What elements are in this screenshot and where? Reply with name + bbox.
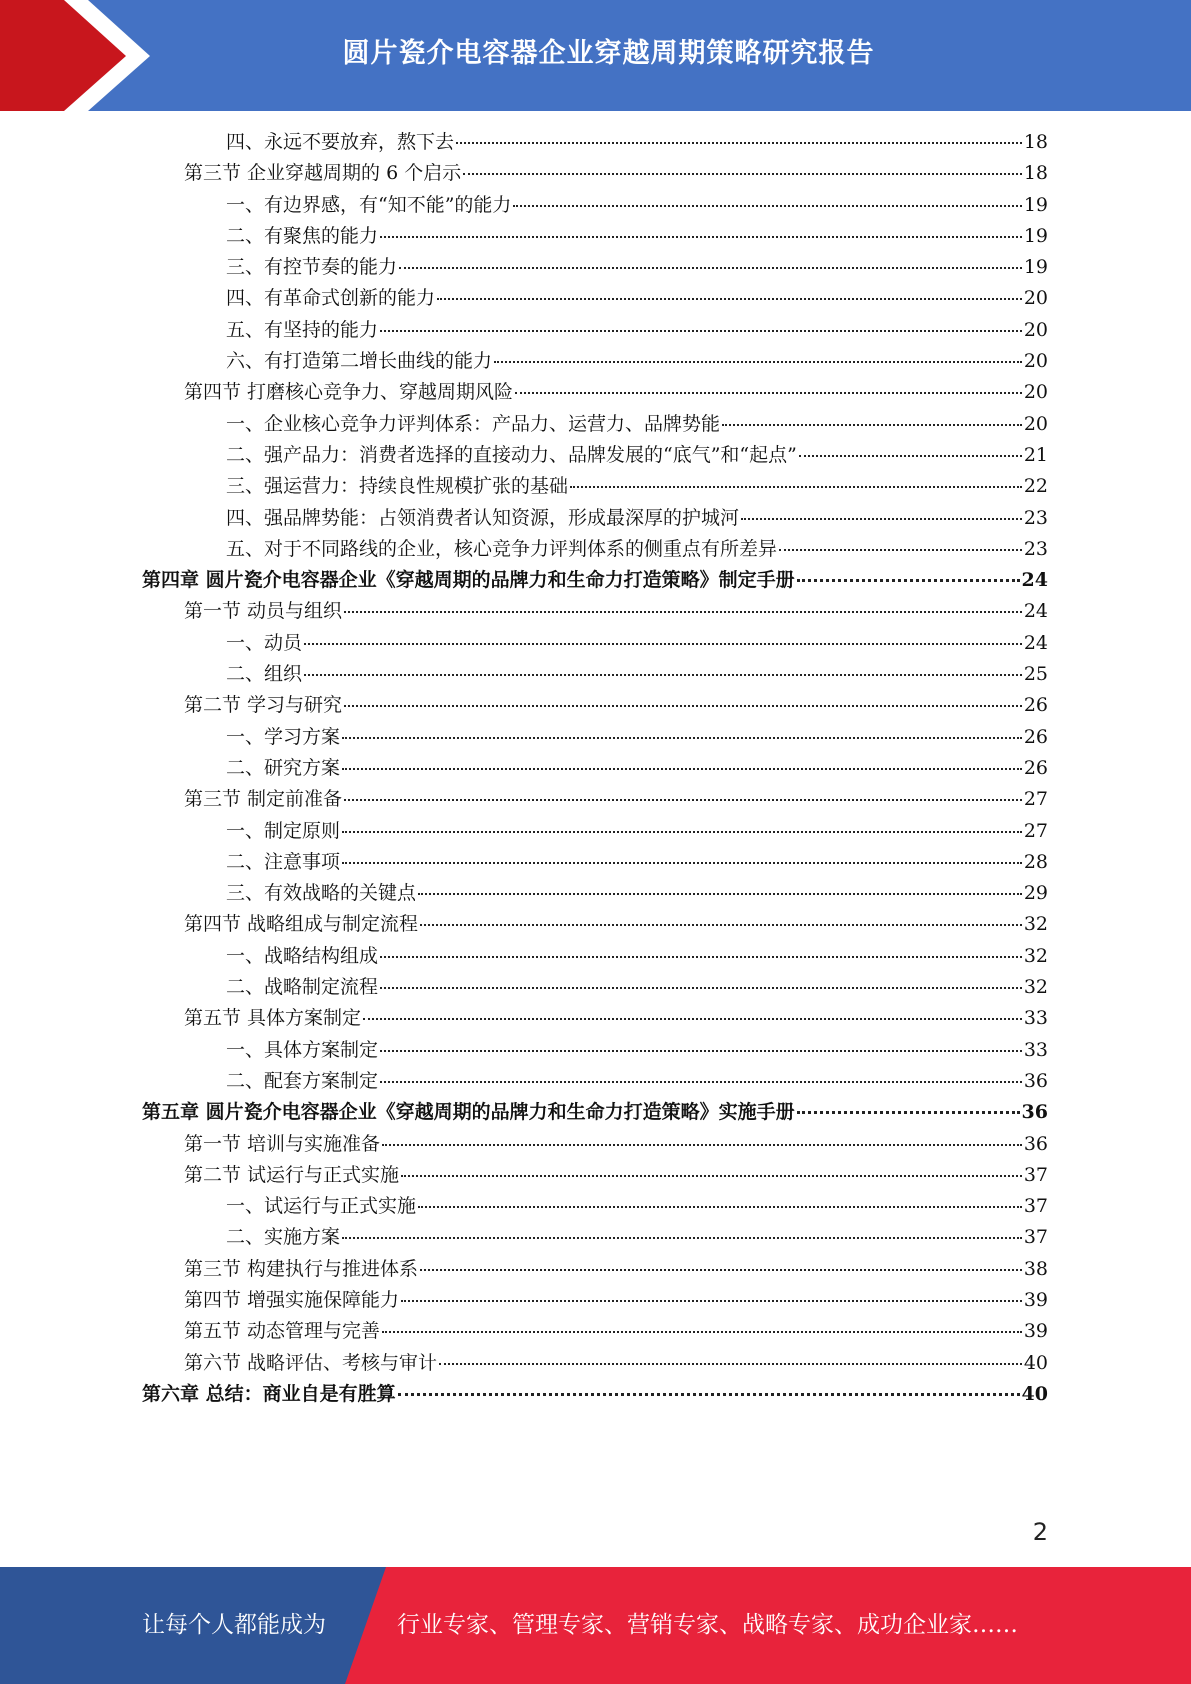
toc-entry-page: 20	[1023, 350, 1048, 373]
toc-entry-page: 40	[1021, 1382, 1048, 1405]
toc-dot-leader	[570, 486, 1022, 488]
toc-entry-title: 一、试运行与正式实施	[226, 1195, 417, 1218]
toc-entry-page: 39	[1023, 1288, 1048, 1311]
toc-entry-item[interactable]	[142, 659, 1048, 690]
toc-entry-title: 五、对于不同路线的企业，核心竞争力评判体系的侧重点有所差异	[226, 537, 778, 560]
table-of-contents	[142, 127, 1048, 1410]
toc-entry-item[interactable]	[142, 221, 1048, 252]
toc-entry-item[interactable]	[142, 722, 1048, 753]
toc-dot-leader	[418, 1206, 1022, 1208]
toc-entry-item[interactable]	[142, 283, 1048, 314]
toc-entry-item[interactable]	[142, 816, 1048, 847]
toc-dot-leader	[342, 831, 1022, 833]
toc-entry-title: 二、实施方案	[226, 1226, 341, 1249]
toc-entry-section[interactable]	[142, 784, 1048, 815]
toc-entry-title: 三、有控节奏的能力	[226, 256, 398, 279]
toc-entry-item[interactable]	[142, 972, 1048, 1003]
toc-entry-item[interactable]	[142, 503, 1048, 534]
toc-dot-leader	[401, 1175, 1022, 1177]
toc-dot-leader	[420, 924, 1022, 926]
toc-entry-section[interactable]	[142, 1316, 1048, 1347]
toc-dot-leader	[401, 1300, 1022, 1302]
toc-dot-leader	[399, 267, 1022, 269]
toc-entry-section[interactable]	[142, 1348, 1048, 1379]
toc-entry-chapter[interactable]	[142, 1379, 1048, 1410]
toc-entry-item[interactable]	[142, 252, 1048, 283]
toc-dot-leader	[304, 643, 1022, 645]
toc-dot-leader	[515, 392, 1022, 394]
toc-dot-leader	[797, 579, 1020, 582]
toc-dot-leader	[456, 142, 1022, 144]
toc-entry-page: 37	[1023, 1226, 1048, 1249]
toc-entry-page: 32	[1023, 913, 1048, 936]
toc-entry-section[interactable]	[142, 1003, 1048, 1034]
toc-entry-page: 26	[1023, 694, 1048, 717]
toc-entry-title: 第四节 战略组成与制定流程	[184, 913, 419, 936]
toc-entry-item[interactable]	[142, 534, 1048, 565]
toc-entry-title: 一、动员	[226, 631, 303, 654]
toc-entry-page: 36	[1023, 1132, 1048, 1155]
toc-entry-title: 第四节 增强实施保障能力	[184, 1288, 400, 1311]
toc-dot-leader	[799, 455, 1022, 457]
toc-dot-leader	[380, 236, 1022, 238]
toc-entry-chapter[interactable]	[142, 1097, 1048, 1128]
toc-dot-leader	[494, 361, 1022, 363]
toc-entry-title: 二、研究方案	[226, 756, 341, 779]
toc-dot-leader	[398, 1393, 1020, 1396]
toc-entry-page: 20	[1023, 381, 1048, 404]
toc-entry-page: 22	[1023, 475, 1048, 498]
toc-entry-page: 36	[1023, 1069, 1048, 1092]
toc-entry-title: 二、战略制定流程	[226, 976, 379, 999]
toc-entry-title: 二、注意事项	[226, 850, 341, 873]
toc-entry-section[interactable]	[142, 909, 1048, 940]
toc-entry-title: 二、组织	[226, 663, 303, 686]
toc-entry-title: 三、有效战略的关键点	[226, 882, 417, 905]
toc-entry-section[interactable]	[142, 1254, 1048, 1285]
toc-entry-page: 27	[1023, 819, 1048, 842]
toc-dot-leader	[741, 518, 1022, 520]
toc-entry-item[interactable]	[142, 409, 1048, 440]
toc-entry-page: 19	[1023, 193, 1048, 216]
footer-slogan-left: 让每个人都能成为	[142, 1612, 326, 1638]
toc-dot-leader	[344, 611, 1022, 613]
toc-entry-title: 三、强运营力：持续良性规模扩张的基础	[226, 475, 569, 498]
toc-entry-item[interactable]	[142, 315, 1048, 346]
toc-dot-leader	[437, 298, 1022, 300]
toc-entry-title: 六、有打造第二增长曲线的能力	[226, 350, 493, 373]
toc-entry-title: 一、制定原则	[226, 819, 341, 842]
toc-entry-item[interactable]	[142, 346, 1048, 377]
toc-entry-item[interactable]	[142, 190, 1048, 221]
toc-entry-title: 一、企业核心竞争力评判体系：产品力、运营力、品牌势能	[226, 412, 721, 435]
toc-entry-title: 第四节 打磨核心竞争力、穿越周期风险	[184, 381, 514, 404]
toc-entry-page: 23	[1023, 506, 1048, 529]
toc-entry-page: 19	[1023, 256, 1048, 279]
toc-entry-title: 第三节 构建执行与推进体系	[184, 1257, 419, 1280]
toc-entry-page: 26	[1023, 756, 1048, 779]
toc-dot-leader	[363, 1018, 1022, 1020]
footer-slogan-right: 行业专家、管理专家、营销专家、战略专家、成功企业家……	[397, 1612, 1018, 1638]
toc-dot-leader	[463, 173, 1022, 175]
toc-entry-page: 23	[1023, 537, 1048, 560]
toc-entry-page: 20	[1023, 318, 1048, 341]
toc-entry-section[interactable]	[142, 690, 1048, 721]
toc-entry-page: 25	[1023, 663, 1048, 686]
toc-dot-leader	[380, 330, 1022, 332]
report-title: 圆片瓷介电容器企业穿越周期策略研究报告	[342, 37, 875, 69]
toc-dot-leader	[380, 1081, 1022, 1083]
toc-entry-page: 36	[1021, 1101, 1048, 1124]
toc-entry-item[interactable]	[142, 628, 1048, 659]
toc-entry-page: 27	[1023, 788, 1048, 811]
toc-entry-title: 一、战略结构组成	[226, 944, 379, 967]
toc-entry-title: 第三节 制定前准备	[184, 788, 343, 811]
toc-dot-leader	[342, 1237, 1022, 1239]
toc-dot-leader	[380, 1050, 1022, 1052]
toc-entry-page: 18	[1023, 162, 1048, 185]
toc-entry-item[interactable]	[142, 471, 1048, 502]
toc-entry-page: 37	[1023, 1163, 1048, 1186]
toc-dot-leader	[342, 737, 1022, 739]
toc-dot-leader	[342, 768, 1022, 770]
toc-entry-page: 40	[1023, 1351, 1048, 1374]
toc-entry-title: 四、永远不要放弃，熬下去	[226, 131, 455, 153]
toc-entry-page: 18	[1023, 131, 1048, 153]
toc-entry-page: 33	[1023, 1007, 1048, 1030]
toc-entry-page: 24	[1021, 569, 1048, 592]
toc-dot-leader	[722, 424, 1022, 426]
toc-dot-leader	[513, 205, 1021, 207]
toc-entry-page: 24	[1023, 631, 1048, 654]
toc-entry-item[interactable]	[142, 878, 1048, 909]
toc-entry-section[interactable]	[142, 596, 1048, 627]
toc-dot-leader	[344, 799, 1022, 801]
toc-entry-title: 第四章 圆片瓷介电容器企业《穿越周期的品牌力和生命力打造策略》制定手册	[142, 569, 795, 592]
toc-entry-title: 第六节 战略评估、考核与审计	[184, 1351, 438, 1374]
toc-entry-title: 一、具体方案制定	[226, 1038, 379, 1061]
toc-entry-item[interactable]	[142, 941, 1048, 972]
toc-entry-page: 21	[1023, 443, 1048, 466]
toc-entry-page: 28	[1023, 850, 1048, 873]
toc-dot-leader	[382, 1331, 1022, 1333]
toc-entry-section[interactable]	[142, 1160, 1048, 1191]
toc-entry-page: 37	[1023, 1195, 1048, 1218]
page-header	[0, 0, 1191, 111]
toc-dot-leader	[342, 862, 1022, 864]
toc-entry-item[interactable]	[142, 1222, 1048, 1253]
toc-dot-leader	[304, 674, 1022, 676]
page-footer	[0, 1567, 1191, 1684]
toc-dot-leader	[439, 1363, 1022, 1365]
toc-entry-item[interactable]	[142, 1035, 1048, 1066]
toc-entry-title: 一、有边界感，有“知不能”的能力	[226, 193, 512, 216]
toc-dot-leader	[779, 549, 1022, 551]
toc-entry-page: 38	[1023, 1257, 1048, 1280]
toc-entry-title: 二、有聚焦的能力	[226, 224, 379, 247]
toc-entry-item[interactable]	[142, 753, 1048, 784]
toc-entry-section[interactable]	[142, 377, 1048, 408]
toc-dot-leader	[382, 1144, 1022, 1146]
toc-entry-title: 四、有革命式创新的能力	[226, 287, 436, 310]
toc-entry-page: 24	[1023, 600, 1048, 623]
toc-entry-title: 二、配套方案制定	[226, 1069, 379, 1092]
toc-entry-title: 第六章 总结：商业自是有胜算	[142, 1382, 396, 1405]
toc-entry-page: 39	[1023, 1320, 1048, 1343]
toc-entry-chapter[interactable]	[142, 565, 1048, 596]
toc-entry-item[interactable]	[142, 440, 1048, 471]
toc-dot-leader	[380, 987, 1022, 989]
toc-entry-page: 19	[1023, 224, 1048, 247]
toc-dot-leader	[797, 1111, 1020, 1114]
toc-entry-title: 一、学习方案	[226, 725, 341, 748]
toc-entry-page: 29	[1023, 882, 1048, 905]
toc-entry-section[interactable]	[142, 1129, 1048, 1160]
toc-entry-title: 四、强品牌势能：占领消费者认知资源，形成最深厚的护城河	[226, 506, 740, 529]
toc-entry-page: 32	[1023, 976, 1048, 999]
toc-entry-item[interactable]	[142, 1066, 1048, 1097]
toc-entry-title: 第五节 具体方案制定	[184, 1007, 362, 1030]
toc-entry-page: 26	[1023, 725, 1048, 748]
toc-entry-page: 20	[1023, 287, 1048, 310]
toc-entry-title: 第一节 培训与实施准备	[184, 1132, 381, 1155]
toc-entry-item[interactable]	[142, 1191, 1048, 1222]
toc-dot-leader	[418, 893, 1022, 895]
toc-entry-title: 二、强产品力：消费者选择的直接动力、品牌发展的“底气”和“起点”	[226, 443, 797, 466]
toc-entry-title: 第二节 试运行与正式实施	[184, 1163, 400, 1186]
toc-entry-section[interactable]	[142, 1285, 1048, 1316]
toc-dot-leader	[380, 956, 1022, 958]
toc-dot-leader	[344, 705, 1022, 707]
toc-entry-page: 20	[1023, 412, 1048, 435]
toc-entry-page: 33	[1023, 1038, 1048, 1061]
toc-entry-item[interactable]	[142, 847, 1048, 878]
toc-entry-title: 第五章 圆片瓷介电容器企业《穿越周期的品牌力和生命力打造策略》实施手册	[142, 1101, 795, 1124]
toc-entry-page: 32	[1023, 944, 1048, 967]
toc-entry-title: 第五节 动态管理与完善	[184, 1320, 381, 1343]
toc-entry-item[interactable]	[142, 127, 1048, 158]
toc-entry-title: 五、有坚持的能力	[226, 318, 379, 341]
toc-entry-title: 第一节 动员与组织	[184, 600, 343, 623]
page-number: 2	[1032, 1518, 1048, 1546]
toc-entry-title: 第二节 学习与研究	[184, 694, 343, 717]
toc-entry-section[interactable]	[142, 158, 1048, 189]
toc-entry-title: 第三节 企业穿越周期的 6 个启示	[184, 162, 462, 185]
toc-dot-leader	[420, 1269, 1022, 1271]
